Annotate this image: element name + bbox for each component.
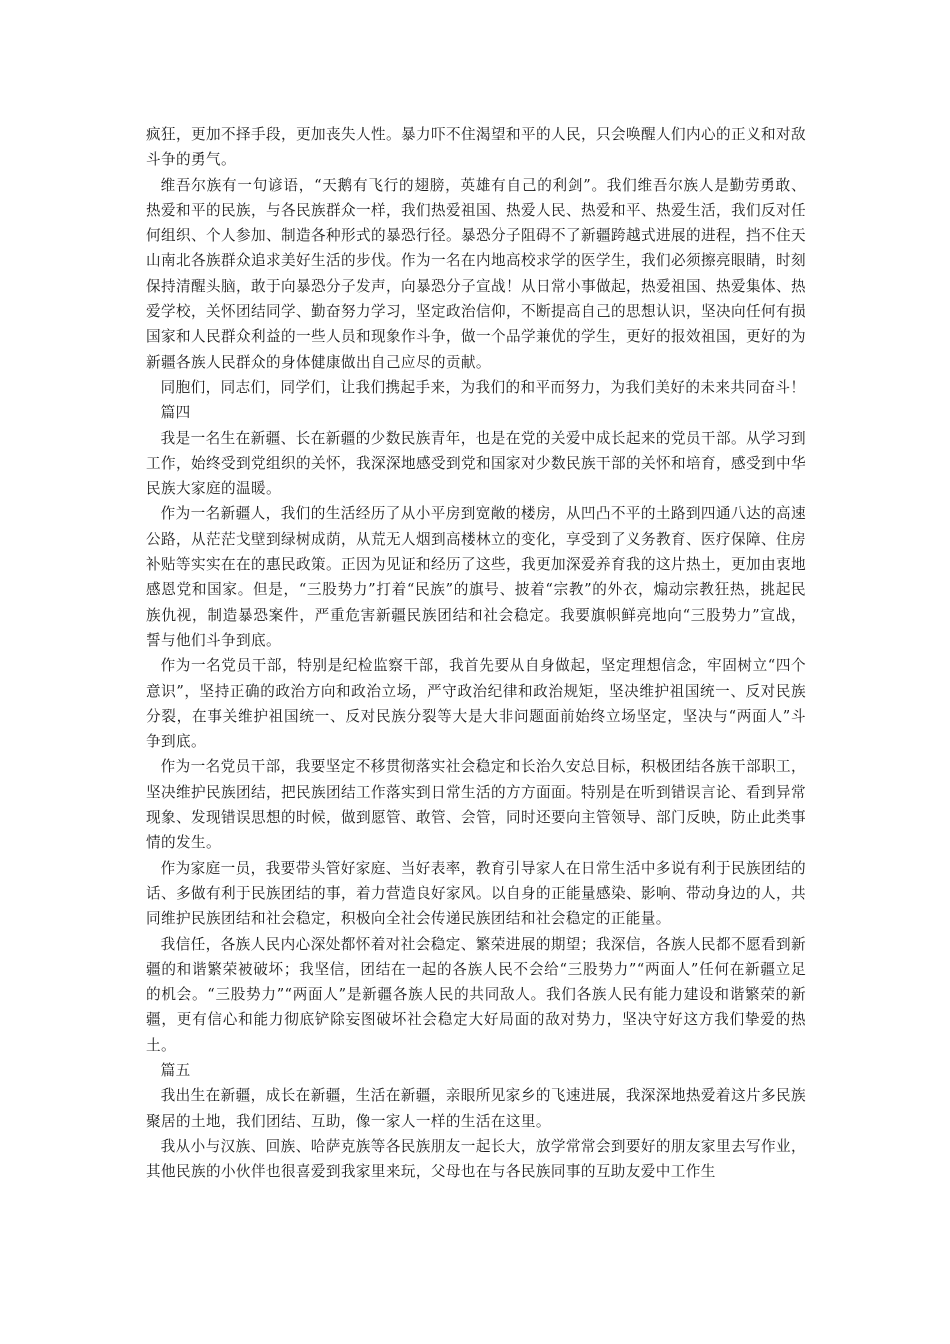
paragraph-continuation: 疯狂，更加不择手段，更加丧失人性。暴力吓不住渴望和平的人民，只会唤醒人们内心的正义和对敌斗争的勇气。 bbox=[146, 126, 806, 169]
document-body bbox=[146, 122, 806, 1184]
section-heading-5: 篇五 bbox=[160, 1061, 191, 1079]
paragraph-xinjiang-changes: 作为一名新疆人，我们的生活经历了从小平房到宽敞的楼房，从凹凸不平的土路到四通八达的高速公路，从茫茫戈壁到绿树成荫，从荒无人烟到高楼林立的变化，享受到了义务教育、医疗保障、住房补贴等实实在在的惠民政策。正因为见证和经历了这些，我更加深爱养育我的这片热土，更加由衷地感恩党和国家。但是，“三股势力”打着“民族”的旗号、披着“宗教”的外衣，煽动宗教狂热，挑起民族仇视，制造暴恐案件，严重危害新疆民族团结和社会稳定。我要旗帜鲜亮地向“三股势力”宣战，誓与他们斗争到底。 bbox=[146, 505, 806, 649]
paragraph-belief: 我信任，各族人民内心深处都怀着对社会稳定、繁荣进展的期望；我深信，各族人民都不愿看到新疆的和谐繁荣被破坏；我坚信，团结在一起的各族人民不会给“三股势力”“两面人”任何在新疆立足的机会。“三股势力”“两面人”是新疆各族人民的共同敌人。我们各族人民有能力建设和谐繁荣的新疆，更有信心和能力彻底铲除妄图破坏社会稳定大好局面的敌对势力，坚决守好这方我们挚爱的热土。 bbox=[146, 935, 806, 1054]
paragraph-stability-goal: 作为一名党员干部，我要坚定不移贯彻落实社会稳定和长治久安总目标，积极团结各族干部职工，坚决维护民族团结，把民族团结工作落实到日常生活的方方面面。特别是在听到错误言论、看到异常现象、发现错误思想的时候，做到愿管、敢管、会管，同时还要向主管领导、部门反映，防止此类事情的发生。 bbox=[146, 758, 806, 852]
paragraph-family: 作为家庭一员，我要带头管好家庭、当好表率，教育引导家人在日常生活中多说有利于民族团结的话、多做有利于民族团结的事，着力营造良好家风。以自身的正能量感染、影响、带动身边的人，共同维护民族团结和社会稳定，积极向全社会传递民族团结和社会稳定的正能量。 bbox=[146, 859, 806, 928]
section-heading-4: 篇四 bbox=[160, 404, 191, 422]
paragraph-call-to-unite: 同胞们，同志们，同学们，让我们携起手来，为我们的和平而努力，为我们美好的未来共同奋斗！ bbox=[160, 378, 806, 396]
paragraph-childhood-friends: 我从小与汉族、回族、哈萨克族等各民族朋友一起长大，放学常常会到要好的朋友家里去写作业，其他民族的小伙伴也很喜爱到我家里来玩，父母也在与各民族同事的互助友爱中工作生 bbox=[146, 1137, 806, 1181]
paragraph-party-cadre: 作为一名党员干部，特别是纪检监察干部，我首先要从自身做起，坚定理想信念，牢固树立“四个意识”，坚持正确的政治方向和政治立场，严守政治纪律和政治规矩，坚决维护祖国统一、反对民族分裂，在事关维护祖国统一、反对民族分裂等大是大非问题面前始终立场坚定，坚决与“两面人”斗争到底。 bbox=[146, 657, 806, 751]
paragraph-introduction: 我是一名生在新疆、长在新疆的少数民族青年，也是在党的关爱中成长起来的党员干部。从学习到工作，始终受到党组织的关怀，我深深地感受到党和国家对少数民族干部的关怀和培育，感受到中华民族大家庭的温暖。 bbox=[146, 429, 806, 498]
paragraph-uyghur-proverb: 维吾尔族有一句谚语，“天鹅有飞行的翅膀，英雄有自己的利剑”。我们维吾尔族人是勤劳勇敢、热爱和平的民族，与各民族群众一样，我们热爱祖国、热爱人民、热爱和平、热爱生活，我们反对任何组织、个人参加、制造各种形式的暴恐行径。暴恐分子阻碍不了新疆跨越式进展的进程，挡不住天山南北各族群众追求美好生活的步伐。作为一名在内地高校求学的医学生，我们必须擦亮眼睛，时刻保持清醒头脑，敢于向暴恐分子发声，向暴恐分子宣战！从日常小事做起，热爱祖国、热爱集体、热爱学校，关怀团结同学、勤奋努力学习，坚定政治信仰，不断提高自己的思想认识，坚决向任何有损国家和人民群众利益的一些人员和现象作斗争，做一个品学兼优的学生，更好的报效祖国，更好的为新疆各族人民群众的身体健康做出自己应尽的贡献。 bbox=[146, 176, 806, 371]
paragraph-born-in-xinjiang: 我出生在新疆，成长在新疆，生活在新疆，亲眼所见家乡的飞速进展，我深深地热爱着这片多民族聚居的土地，我们团结、互助，像一家人一样的生活在这里。 bbox=[146, 1087, 806, 1130]
